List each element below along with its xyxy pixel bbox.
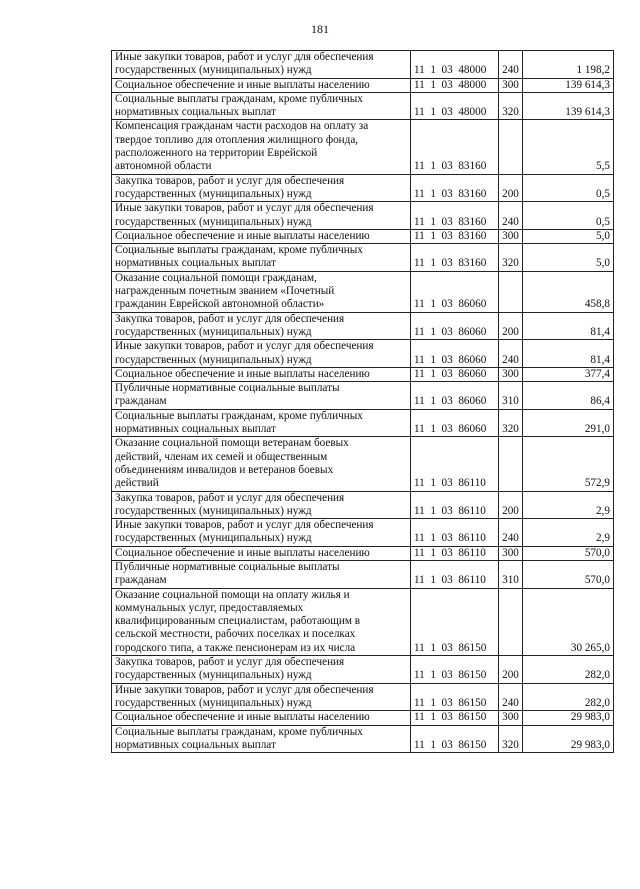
table-row [112, 202, 614, 230]
row-name-cell: Иные закупки товаров, работ и услуг для обеспечения государственных (муниципальных) нужд [112, 683, 411, 711]
table-row [112, 560, 614, 588]
row-vr-cell: 240 [499, 519, 523, 547]
row-name-cell: Публичные нормативные социальные выплаты гражданам [112, 382, 411, 410]
row-name-cell: Иные закупки товаров, работ и услуг для обеспечения государственных (муниципальных) нужд [112, 519, 411, 547]
row-vr-cell: 240 [499, 683, 523, 711]
row-name-cell: Иные закупки товаров, работ и услуг для обеспечения государственных (муниципальных) нужд [112, 202, 411, 230]
row-amount-cell: 30 265,0 [523, 588, 614, 655]
row-amount-cell: 282,0 [523, 656, 614, 684]
table-row [112, 51, 614, 79]
table-row [112, 92, 614, 120]
row-name-cell: Компенсация гражданам части расходов на оплату за твердое топливо для отопления жилищного фонда, расположенного на территории Еврейской автономной области [112, 120, 411, 174]
row-name-cell: Социальные выплаты гражданам, кроме публичных нормативных социальных выплат [112, 92, 411, 120]
row-code-cell: 11 1 03 86150 [411, 711, 499, 725]
row-vr-cell: 240 [499, 202, 523, 230]
row-amount-cell: 139 614,3 [523, 92, 614, 120]
row-amount-cell: 5,0 [523, 229, 614, 243]
row-amount-cell: 29 983,0 [523, 725, 614, 753]
table-row [112, 244, 614, 272]
row-name-cell: Социальные выплаты гражданам, кроме публичных нормативных социальных выплат [112, 409, 411, 437]
table-row [112, 340, 614, 368]
row-vr-cell: 300 [499, 229, 523, 243]
row-amount-cell: 2,9 [523, 519, 614, 547]
table-row [112, 519, 614, 547]
row-code-cell: 11 1 03 83160 [411, 174, 499, 202]
row-amount-cell: 5,5 [523, 120, 614, 174]
row-vr-cell: 240 [499, 51, 523, 79]
row-code-cell: 11 1 03 86110 [411, 560, 499, 588]
row-code-cell: 11 1 03 86150 [411, 683, 499, 711]
row-amount-cell: 570,0 [523, 560, 614, 588]
table-row [112, 656, 614, 684]
row-name-cell: Оказание социальной помощи ветеранам боевых действий, членам их семей и общественным объединениям инвалидов и ветеранов боевых действий [112, 437, 411, 491]
row-vr-cell: 320 [499, 92, 523, 120]
table-row [112, 78, 614, 92]
budget-table-body [112, 51, 614, 753]
row-vr-cell: 320 [499, 725, 523, 753]
budget-table [111, 50, 614, 753]
row-amount-cell: 282,0 [523, 683, 614, 711]
row-vr-cell: 300 [499, 711, 523, 725]
row-code-cell: 11 1 03 48000 [411, 51, 499, 79]
row-vr-cell [499, 437, 523, 491]
table-row [112, 120, 614, 174]
row-name-cell: Социальное обеспечение и иные выплаты населению [112, 367, 411, 381]
table-row [112, 382, 614, 410]
row-name-cell: Закупка товаров, работ и услуг для обеспечения государственных (муниципальных) нужд [112, 312, 411, 340]
table-row [112, 588, 614, 655]
row-code-cell: 11 1 03 86110 [411, 437, 499, 491]
row-amount-cell: 458,8 [523, 271, 614, 312]
row-vr-cell: 200 [499, 491, 523, 519]
row-code-cell: 11 1 03 86060 [411, 271, 499, 312]
row-amount-cell: 86,4 [523, 382, 614, 410]
row-name-cell: Социальное обеспечение и иные выплаты населению [112, 711, 411, 725]
row-amount-cell: 0,5 [523, 174, 614, 202]
row-amount-cell: 81,4 [523, 312, 614, 340]
row-amount-cell: 572,9 [523, 437, 614, 491]
row-name-cell: Социальное обеспечение и иные выплаты населению [112, 546, 411, 560]
row-code-cell: 11 1 03 86060 [411, 312, 499, 340]
table-row [112, 683, 614, 711]
row-vr-cell [499, 120, 523, 174]
row-name-cell: Социальное обеспечение и иные выплаты населению [112, 78, 411, 92]
row-amount-cell: 0,5 [523, 202, 614, 230]
row-name-cell: Социальные выплаты гражданам, кроме публичных нормативных социальных выплат [112, 244, 411, 272]
row-vr-cell [499, 271, 523, 312]
table-row [112, 491, 614, 519]
row-vr-cell: 300 [499, 78, 523, 92]
row-vr-cell: 310 [499, 560, 523, 588]
row-code-cell: 11 1 03 86150 [411, 588, 499, 655]
row-code-cell: 11 1 03 86110 [411, 519, 499, 547]
page-number: 181 [311, 22, 329, 36]
table-row [112, 367, 614, 381]
row-vr-cell: 310 [499, 382, 523, 410]
row-vr-cell: 200 [499, 656, 523, 684]
row-amount-cell: 5,0 [523, 244, 614, 272]
row-code-cell: 11 1 03 83160 [411, 120, 499, 174]
table-row [112, 409, 614, 437]
row-name-cell: Социальное обеспечение и иные выплаты населению [112, 229, 411, 243]
row-vr-cell [499, 588, 523, 655]
row-name-cell: Закупка товаров, работ и услуг для обеспечения государственных (муниципальных) нужд [112, 174, 411, 202]
table-row [112, 711, 614, 725]
table-row [112, 174, 614, 202]
row-vr-cell: 200 [499, 174, 523, 202]
row-vr-cell: 200 [499, 312, 523, 340]
row-code-cell: 11 1 03 86060 [411, 340, 499, 368]
row-code-cell: 11 1 03 86110 [411, 546, 499, 560]
table-row [112, 229, 614, 243]
row-name-cell: Оказание социальной помощи на оплату жилья и коммунальных услуг, предоставляемых квалифицированным специалистам, работающим в сельской местности, рабочих поселках и поселках городского типа, а также пенсионерам из их числа [112, 588, 411, 655]
row-vr-cell: 300 [499, 367, 523, 381]
row-code-cell: 11 1 03 83160 [411, 202, 499, 230]
row-amount-cell: 29 983,0 [523, 711, 614, 725]
row-vr-cell: 320 [499, 409, 523, 437]
row-code-cell: 11 1 03 86060 [411, 367, 499, 381]
table-row [112, 437, 614, 491]
row-name-cell: Иные закупки товаров, работ и услуг для обеспечения государственных (муниципальных) нужд [112, 51, 411, 79]
row-amount-cell: 81,4 [523, 340, 614, 368]
row-name-cell: Оказание социальной помощи гражданам, награжденным почетным званием «Почетный гражданин Еврейской автономной области» [112, 271, 411, 312]
row-name-cell: Закупка товаров, работ и услуг для обеспечения государственных (муниципальных) нужд [112, 491, 411, 519]
row-name-cell: Социальные выплаты гражданам, кроме публичных нормативных социальных выплат [112, 725, 411, 753]
row-code-cell: 11 1 03 48000 [411, 92, 499, 120]
table-row [112, 312, 614, 340]
row-code-cell: 11 1 03 83160 [411, 244, 499, 272]
row-amount-cell: 2,9 [523, 491, 614, 519]
table-row [112, 546, 614, 560]
row-vr-cell: 320 [499, 244, 523, 272]
row-amount-cell: 139 614,3 [523, 78, 614, 92]
row-code-cell: 11 1 03 86110 [411, 491, 499, 519]
row-name-cell: Публичные нормативные социальные выплаты гражданам [112, 560, 411, 588]
row-code-cell: 11 1 03 83160 [411, 229, 499, 243]
table-row [112, 271, 614, 312]
row-amount-cell: 1 198,2 [523, 51, 614, 79]
row-amount-cell: 570,0 [523, 546, 614, 560]
row-name-cell: Иные закупки товаров, работ и услуг для обеспечения государственных (муниципальных) нужд [112, 340, 411, 368]
row-code-cell: 11 1 03 86060 [411, 409, 499, 437]
table-row [112, 725, 614, 753]
row-code-cell: 11 1 03 86150 [411, 725, 499, 753]
row-vr-cell: 240 [499, 340, 523, 368]
row-name-cell: Закупка товаров, работ и услуг для обеспечения государственных (муниципальных) нужд [112, 656, 411, 684]
row-amount-cell: 291,0 [523, 409, 614, 437]
row-amount-cell: 377,4 [523, 367, 614, 381]
row-code-cell: 11 1 03 86060 [411, 382, 499, 410]
row-code-cell: 11 1 03 86150 [411, 656, 499, 684]
row-vr-cell: 300 [499, 546, 523, 560]
row-code-cell: 11 1 03 48000 [411, 78, 499, 92]
